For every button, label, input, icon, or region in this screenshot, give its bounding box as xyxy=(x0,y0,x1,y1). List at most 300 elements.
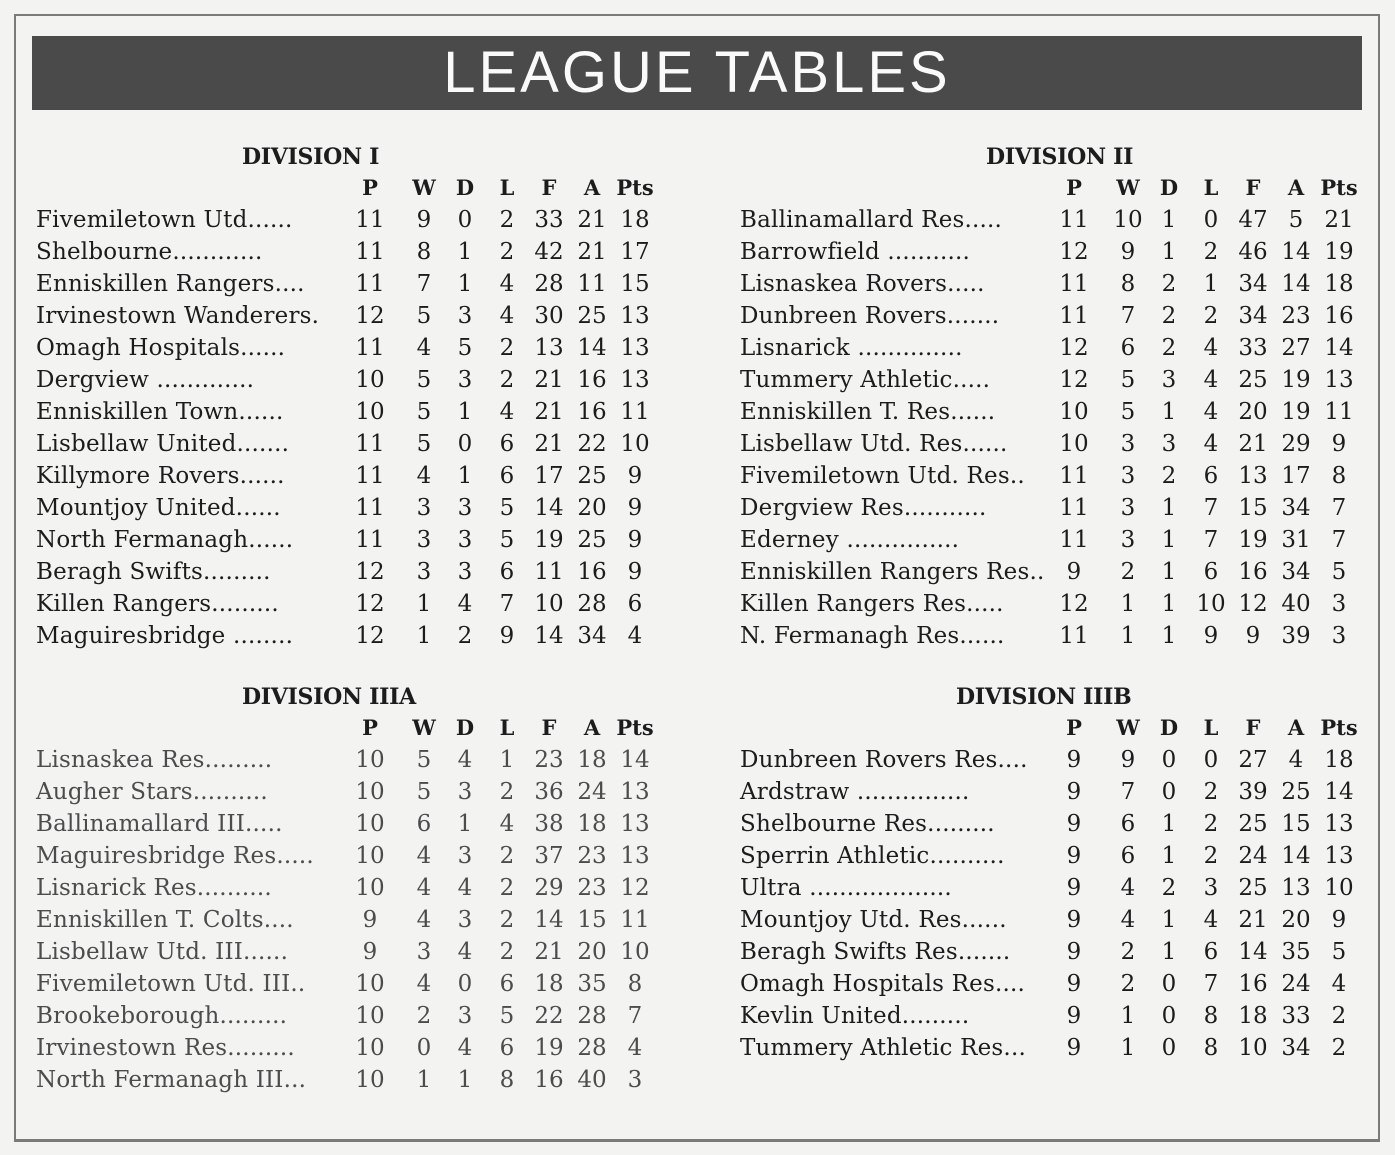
team-name: Fivemiletown Utd...... xyxy=(36,207,293,233)
stat-d: 1 xyxy=(457,399,473,425)
column-header-d: D xyxy=(455,715,475,740)
table-row xyxy=(32,744,662,776)
team-name: Shelbourne Res......... xyxy=(740,811,995,837)
team-name: Lisbellaw United....... xyxy=(36,431,290,457)
table-row xyxy=(736,1032,1366,1064)
stat-pts: 11 xyxy=(620,907,650,933)
stat-f: 21 xyxy=(1238,431,1268,457)
stat-p: 11 xyxy=(355,527,385,553)
stat-w: 3 xyxy=(1120,495,1136,521)
stat-pts: 13 xyxy=(1324,811,1354,837)
stat-l: 6 xyxy=(1203,463,1219,489)
table-row xyxy=(32,808,662,840)
stat-a: 19 xyxy=(1281,399,1311,425)
stat-d: 1 xyxy=(1161,907,1177,933)
stat-l: 9 xyxy=(1203,623,1219,649)
team-name: N. Fermanagh Res...... xyxy=(740,623,1005,649)
stat-l: 6 xyxy=(499,971,515,997)
stat-pts: 7 xyxy=(627,1003,643,1029)
stat-d: 1 xyxy=(1161,843,1177,869)
stat-pts: 13 xyxy=(620,843,650,869)
stat-f: 39 xyxy=(1238,779,1268,805)
stat-p: 11 xyxy=(355,335,385,361)
stat-l: 2 xyxy=(1203,843,1219,869)
stat-a: 20 xyxy=(1281,907,1311,933)
team-name: Beragh Swifts Res....... xyxy=(740,939,1011,965)
table-row xyxy=(736,460,1366,492)
stat-f: 21 xyxy=(534,939,564,965)
team-name: Maguiresbridge Res..... xyxy=(36,843,314,869)
stat-a: 34 xyxy=(577,623,607,649)
stat-pts: 17 xyxy=(620,239,650,265)
stat-p: 12 xyxy=(1059,239,1089,265)
team-name: Lisnaskea Rovers..... xyxy=(740,271,985,297)
stat-f: 14 xyxy=(1238,939,1268,965)
stat-p: 10 xyxy=(355,1067,385,1093)
team-name: Irvinestown Wanderers. xyxy=(36,303,320,329)
stat-l: 5 xyxy=(499,495,515,521)
stat-l: 0 xyxy=(1203,207,1219,233)
team-name: Enniskillen T. Res...... xyxy=(740,399,996,425)
stat-d: 1 xyxy=(457,811,473,837)
stat-d: 2 xyxy=(1161,335,1177,361)
table-row xyxy=(32,872,662,904)
stat-pts: 13 xyxy=(620,811,650,837)
stat-pts: 9 xyxy=(1331,431,1347,457)
stat-p: 11 xyxy=(1059,207,1089,233)
column-header-a: A xyxy=(1287,715,1305,740)
stat-pts: 14 xyxy=(1324,335,1354,361)
stat-p: 9 xyxy=(1066,1003,1082,1029)
table-row xyxy=(736,1000,1366,1032)
stat-a: 28 xyxy=(577,1003,607,1029)
stat-d: 4 xyxy=(457,747,473,773)
stat-pts: 4 xyxy=(627,1035,643,1061)
column-header-l: L xyxy=(1203,715,1219,740)
stat-a: 13 xyxy=(1281,875,1311,901)
stat-l: 8 xyxy=(1203,1003,1219,1029)
stat-f: 19 xyxy=(534,527,564,553)
team-name: Killen Rangers......... xyxy=(36,591,279,617)
stat-pts: 11 xyxy=(1324,399,1354,425)
column-header-p: P xyxy=(1066,715,1082,740)
stat-pts: 13 xyxy=(620,335,650,361)
stat-l: 5 xyxy=(499,527,515,553)
table-row xyxy=(736,364,1366,396)
stat-p: 9 xyxy=(1066,1035,1082,1061)
stat-d: 1 xyxy=(1161,939,1177,965)
stat-w: 4 xyxy=(416,971,432,997)
stat-p: 10 xyxy=(355,843,385,869)
column-header-row xyxy=(32,172,662,204)
stat-w: 2 xyxy=(1120,971,1136,997)
column-header-a: A xyxy=(583,175,601,200)
table-row xyxy=(32,1064,662,1096)
stat-w: 5 xyxy=(1120,367,1136,393)
stat-p: 12 xyxy=(355,303,385,329)
stat-w: 5 xyxy=(416,367,432,393)
team-name: Ardstraw ............... xyxy=(740,779,970,805)
stat-pts: 10 xyxy=(1324,875,1354,901)
stat-w: 7 xyxy=(1120,779,1136,805)
stat-l: 9 xyxy=(499,623,515,649)
stat-w: 3 xyxy=(1120,527,1136,553)
stat-f: 13 xyxy=(1238,463,1268,489)
team-name: Maguiresbridge ........ xyxy=(36,623,294,649)
stat-w: 4 xyxy=(1120,875,1136,901)
stat-d: 1 xyxy=(1161,207,1177,233)
stat-pts: 9 xyxy=(627,559,643,585)
stat-p: 12 xyxy=(1059,335,1089,361)
stat-f: 42 xyxy=(534,239,564,265)
stat-l: 7 xyxy=(1203,495,1219,521)
stat-a: 24 xyxy=(577,779,607,805)
stat-l: 6 xyxy=(499,1035,515,1061)
stat-p: 9 xyxy=(1066,939,1082,965)
stat-d: 1 xyxy=(457,271,473,297)
stat-l: 2 xyxy=(499,843,515,869)
stat-p: 11 xyxy=(355,239,385,265)
column-header-w: W xyxy=(1116,175,1140,200)
stat-p: 10 xyxy=(355,367,385,393)
stat-a: 18 xyxy=(577,747,607,773)
stat-l: 7 xyxy=(499,591,515,617)
stat-a: 23 xyxy=(1281,303,1311,329)
stat-l: 2 xyxy=(499,335,515,361)
team-name: Kevlin United......... xyxy=(740,1003,970,1029)
stat-f: 14 xyxy=(534,623,564,649)
division-title: DIVISION IIIB xyxy=(956,684,1132,710)
stat-p: 9 xyxy=(1066,875,1082,901)
stat-w: 1 xyxy=(1120,1003,1136,1029)
table-row xyxy=(32,588,662,620)
stat-f: 27 xyxy=(1238,747,1268,773)
table-row xyxy=(736,204,1366,236)
stat-p: 9 xyxy=(1066,559,1082,585)
stat-a: 4 xyxy=(1288,747,1304,773)
stat-l: 2 xyxy=(1203,811,1219,837)
stat-p: 9 xyxy=(1066,811,1082,837)
stat-a: 29 xyxy=(1281,431,1311,457)
table-row xyxy=(32,396,662,428)
stat-w: 0 xyxy=(416,1035,432,1061)
team-name: Mountjoy United...... xyxy=(36,495,281,521)
stat-p: 10 xyxy=(355,747,385,773)
column-header-d: D xyxy=(1159,715,1179,740)
table-row xyxy=(736,872,1366,904)
column-header-a: A xyxy=(583,715,601,740)
table-row xyxy=(32,1032,662,1064)
team-name: Ballinamallard III..... xyxy=(36,811,283,837)
stat-l: 1 xyxy=(499,747,515,773)
column-header-row xyxy=(736,172,1366,204)
stat-a: 35 xyxy=(1281,939,1311,965)
table-row xyxy=(736,428,1366,460)
stat-l: 6 xyxy=(499,463,515,489)
stat-w: 1 xyxy=(1120,1035,1136,1061)
stat-pts: 11 xyxy=(620,399,650,425)
stat-d: 2 xyxy=(1161,463,1177,489)
stat-w: 5 xyxy=(416,303,432,329)
stat-pts: 10 xyxy=(620,431,650,457)
team-name: North Fermanagh III... xyxy=(36,1067,307,1093)
column-header-w: W xyxy=(1116,715,1140,740)
team-name: Omagh Hospitals...... xyxy=(36,335,286,361)
stat-pts: 2 xyxy=(1331,1035,1347,1061)
team-name: Ultra ................... xyxy=(740,875,952,901)
team-name: Dunbreen Rovers Res.... xyxy=(740,747,1028,773)
stat-l: 4 xyxy=(1203,335,1219,361)
stat-a: 25 xyxy=(577,527,607,553)
stat-l: 2 xyxy=(499,779,515,805)
stat-f: 11 xyxy=(534,559,564,585)
stat-a: 25 xyxy=(1281,779,1311,805)
stat-p: 9 xyxy=(1066,779,1082,805)
stat-l: 4 xyxy=(499,271,515,297)
stat-f: 14 xyxy=(534,907,564,933)
stat-f: 29 xyxy=(534,875,564,901)
stat-pts: 7 xyxy=(1331,527,1347,553)
stat-a: 14 xyxy=(1281,843,1311,869)
stat-pts: 9 xyxy=(627,463,643,489)
stat-p: 10 xyxy=(355,1003,385,1029)
stat-d: 0 xyxy=(1161,971,1177,997)
stat-l: 7 xyxy=(1203,971,1219,997)
stat-a: 25 xyxy=(577,463,607,489)
stat-l: 6 xyxy=(1203,559,1219,585)
stat-w: 2 xyxy=(416,1003,432,1029)
stat-d: 2 xyxy=(1161,271,1177,297)
stat-d: 1 xyxy=(1161,495,1177,521)
table-row xyxy=(32,1000,662,1032)
stat-d: 4 xyxy=(457,939,473,965)
team-name: Brookeborough......... xyxy=(36,1003,288,1029)
stat-f: 34 xyxy=(1238,303,1268,329)
stat-d: 1 xyxy=(457,463,473,489)
stat-w: 9 xyxy=(1120,747,1136,773)
stat-f: 46 xyxy=(1238,239,1268,265)
stat-d: 3 xyxy=(457,303,473,329)
stat-p: 9 xyxy=(1066,971,1082,997)
title-banner xyxy=(32,36,1362,110)
stat-w: 2 xyxy=(1120,559,1136,585)
stat-d: 0 xyxy=(457,207,473,233)
table-row xyxy=(736,904,1366,936)
table-row xyxy=(736,620,1366,652)
stat-f: 16 xyxy=(534,1067,564,1093)
stat-d: 4 xyxy=(457,875,473,901)
team-name: Omagh Hospitals Res.... xyxy=(740,971,1026,997)
team-name: Enniskillen T. Colts.... xyxy=(36,907,294,933)
team-name: Lisnaskea Res......... xyxy=(36,747,273,773)
column-header-a: A xyxy=(1287,175,1305,200)
column-header-pts: Pts xyxy=(616,175,654,200)
stat-d: 1 xyxy=(1161,527,1177,553)
stat-pts: 8 xyxy=(1331,463,1347,489)
stat-f: 25 xyxy=(1238,811,1268,837)
stat-pts: 9 xyxy=(627,527,643,553)
stat-w: 8 xyxy=(1120,271,1136,297)
stat-d: 1 xyxy=(457,239,473,265)
stat-pts: 13 xyxy=(620,367,650,393)
stat-pts: 5 xyxy=(1331,939,1347,965)
table-row xyxy=(32,904,662,936)
column-header-l: L xyxy=(499,175,515,200)
stat-d: 1 xyxy=(1161,559,1177,585)
stat-w: 10 xyxy=(1113,207,1143,233)
division-title: DIVISION II xyxy=(986,144,1134,170)
stat-p: 11 xyxy=(1059,495,1089,521)
stat-a: 14 xyxy=(1281,239,1311,265)
stat-d: 2 xyxy=(1161,875,1177,901)
stat-pts: 13 xyxy=(1324,843,1354,869)
stat-w: 5 xyxy=(416,747,432,773)
stat-w: 5 xyxy=(1120,399,1136,425)
stat-f: 10 xyxy=(534,591,564,617)
stat-f: 38 xyxy=(534,811,564,837)
team-name: Fivemiletown Utd. III.. xyxy=(36,971,306,997)
stat-w: 1 xyxy=(1120,623,1136,649)
stat-p: 10 xyxy=(355,1035,385,1061)
stat-a: 24 xyxy=(1281,971,1311,997)
stat-l: 2 xyxy=(1203,239,1219,265)
stat-f: 36 xyxy=(534,779,564,805)
stat-p: 11 xyxy=(355,431,385,457)
stat-w: 3 xyxy=(1120,463,1136,489)
stat-d: 1 xyxy=(1161,811,1177,837)
stat-w: 3 xyxy=(416,939,432,965)
stat-pts: 3 xyxy=(1331,591,1347,617)
stat-p: 12 xyxy=(355,559,385,585)
column-header-w: W xyxy=(412,175,436,200)
stat-p: 11 xyxy=(1059,303,1089,329)
stat-w: 6 xyxy=(1120,811,1136,837)
stat-w: 4 xyxy=(416,335,432,361)
table-row xyxy=(736,524,1366,556)
stat-d: 0 xyxy=(1161,1003,1177,1029)
stat-d: 4 xyxy=(457,591,473,617)
stat-p: 11 xyxy=(1059,527,1089,553)
team-name: Irvinestown Res......... xyxy=(36,1035,295,1061)
stat-f: 25 xyxy=(1238,875,1268,901)
column-header-row xyxy=(32,712,662,744)
table-row xyxy=(32,840,662,872)
stat-w: 3 xyxy=(416,559,432,585)
stat-d: 1 xyxy=(1161,239,1177,265)
stat-f: 33 xyxy=(534,207,564,233)
table-row xyxy=(32,428,662,460)
table-row xyxy=(32,968,662,1000)
stat-p: 11 xyxy=(355,495,385,521)
stat-f: 10 xyxy=(1238,1035,1268,1061)
stat-l: 2 xyxy=(499,939,515,965)
stat-a: 35 xyxy=(577,971,607,997)
stat-a: 28 xyxy=(577,591,607,617)
team-name: Ballinamallard Res..... xyxy=(740,207,1003,233)
stat-pts: 18 xyxy=(620,207,650,233)
stat-f: 37 xyxy=(534,843,564,869)
stat-a: 16 xyxy=(577,367,607,393)
stat-w: 6 xyxy=(1120,335,1136,361)
team-name: Lisnarick .............. xyxy=(740,335,963,361)
division-title: DIVISION I xyxy=(242,144,380,170)
stat-pts: 16 xyxy=(1324,303,1354,329)
table-row xyxy=(736,236,1366,268)
stat-f: 18 xyxy=(534,971,564,997)
table-row xyxy=(736,332,1366,364)
stat-w: 1 xyxy=(416,1067,432,1093)
stat-l: 6 xyxy=(499,431,515,457)
stat-f: 21 xyxy=(534,431,564,457)
stat-a: 34 xyxy=(1281,495,1311,521)
stat-d: 2 xyxy=(1161,303,1177,329)
column-header-pts: Pts xyxy=(616,715,654,740)
stat-f: 21 xyxy=(534,399,564,425)
stat-p: 12 xyxy=(355,623,385,649)
column-header-p: P xyxy=(362,715,378,740)
stat-d: 3 xyxy=(1161,367,1177,393)
stat-a: 25 xyxy=(577,303,607,329)
stat-d: 3 xyxy=(457,1003,473,1029)
stat-f: 24 xyxy=(1238,843,1268,869)
stat-l: 8 xyxy=(1203,1035,1219,1061)
stat-a: 28 xyxy=(577,1035,607,1061)
table-row xyxy=(32,620,662,652)
column-header-p: P xyxy=(362,175,378,200)
stat-pts: 15 xyxy=(620,271,650,297)
stat-p: 11 xyxy=(355,207,385,233)
stat-d: 3 xyxy=(457,779,473,805)
stat-d: 1 xyxy=(1161,623,1177,649)
table-row xyxy=(32,300,662,332)
stat-d: 1 xyxy=(1161,399,1177,425)
stat-f: 47 xyxy=(1238,207,1268,233)
stat-pts: 5 xyxy=(1331,559,1347,585)
stat-l: 2 xyxy=(499,239,515,265)
stat-pts: 3 xyxy=(1331,623,1347,649)
table-row xyxy=(736,808,1366,840)
team-name: Enniskillen Rangers Res.. xyxy=(740,559,1045,585)
stat-l: 3 xyxy=(1203,875,1219,901)
stat-f: 25 xyxy=(1238,367,1268,393)
stat-d: 3 xyxy=(457,367,473,393)
stat-l: 2 xyxy=(499,907,515,933)
stat-l: 4 xyxy=(499,399,515,425)
stat-p: 10 xyxy=(355,811,385,837)
stat-l: 6 xyxy=(499,559,515,585)
stat-l: 4 xyxy=(1203,367,1219,393)
stat-f: 12 xyxy=(1238,591,1268,617)
stat-l: 4 xyxy=(499,303,515,329)
stat-pts: 3 xyxy=(627,1067,643,1093)
team-name: Tummery Athletic..... xyxy=(740,367,991,393)
stat-pts: 4 xyxy=(627,623,643,649)
stat-f: 33 xyxy=(1238,335,1268,361)
stat-f: 13 xyxy=(534,335,564,361)
table-row xyxy=(736,840,1366,872)
stat-d: 0 xyxy=(1161,747,1177,773)
team-name: Fivemiletown Utd. Res.. xyxy=(740,463,1025,489)
stat-w: 4 xyxy=(416,907,432,933)
stat-pts: 13 xyxy=(620,779,650,805)
team-name: Lisbellaw Utd. III...... xyxy=(36,939,289,965)
stat-pts: 6 xyxy=(627,591,643,617)
stat-p: 12 xyxy=(1059,591,1089,617)
column-header-row xyxy=(736,712,1366,744)
stat-p: 10 xyxy=(355,875,385,901)
stat-a: 15 xyxy=(1281,811,1311,837)
page-title: LEAGUE TABLES xyxy=(443,40,951,105)
